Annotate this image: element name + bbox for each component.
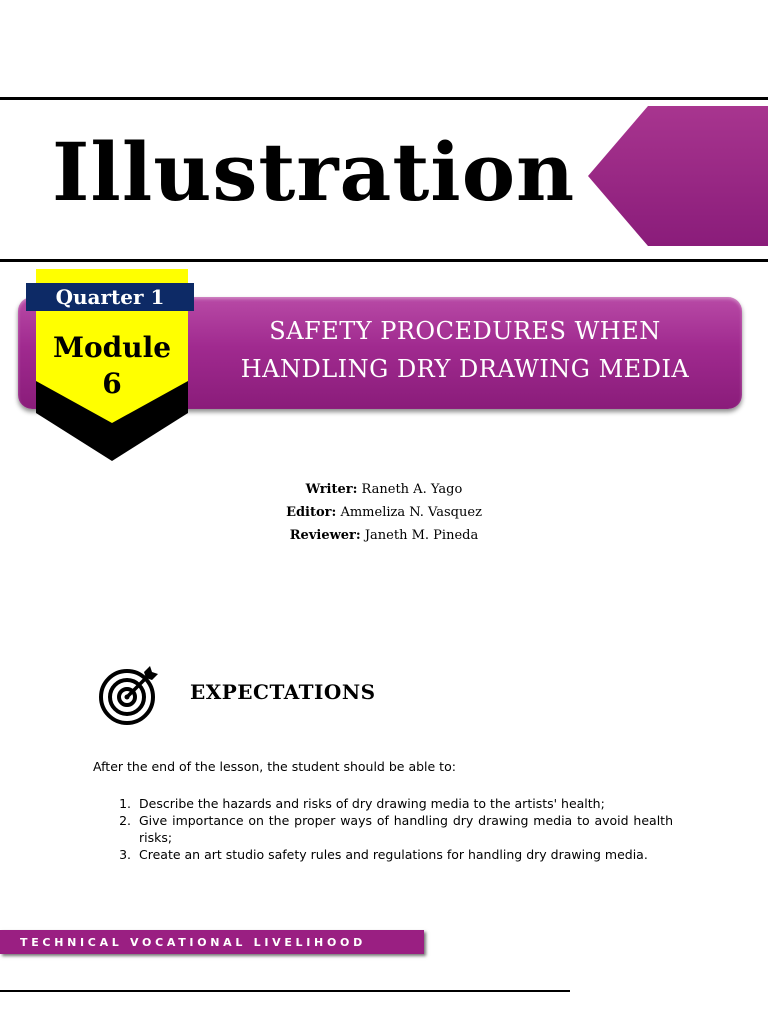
document-title: Illustration (52, 125, 576, 219)
bottom-rule (0, 990, 570, 992)
top-rule (0, 97, 768, 100)
list-item-text: Create an art studio safety rules and regulations for handling dry drawing media. (139, 847, 648, 862)
module-title-line-2: HANDLING DRY DRAWING MEDIA (240, 355, 690, 383)
editor-credit (234, 501, 534, 524)
quarter-label: Quarter 1 (55, 285, 165, 309)
quarter-label-box (26, 283, 194, 311)
expectations-intro: After the end of the lesson, the student should be able to: (93, 759, 456, 774)
list-item-text: Give importance on the proper ways of handling dry drawing media to avoid health risks; (139, 813, 673, 845)
writer-credit (234, 478, 534, 501)
credit-name: Raneth A. Yago (361, 482, 463, 497)
module-label (36, 330, 188, 402)
list-item-text: Describe the hazards and risks of dry drawing media to the artists' health; (139, 796, 605, 811)
module-title (196, 312, 734, 388)
target-icon (98, 664, 160, 726)
reviewer-credit (234, 524, 534, 547)
footer-label: TECHNICAL VOCATIONAL LIVELIHOOD (20, 935, 366, 949)
list-item-number: 3. (119, 847, 131, 862)
credit-role: Editor: (286, 505, 337, 520)
list-item-number: 1. (119, 796, 131, 811)
module-number: 6 (102, 367, 122, 400)
list-item (93, 795, 673, 812)
credit-role: Writer: (305, 482, 358, 497)
list-item (93, 812, 673, 846)
credit-name: Ammeliza N. Vasquez (340, 505, 482, 520)
objectives-list (93, 795, 673, 863)
arrow-tab-decoration (588, 106, 768, 246)
expectations-heading: EXPECTATIONS (190, 680, 376, 704)
module-title-line-1: SAFETY PROCEDURES WHEN (269, 317, 661, 345)
footer-bar (0, 930, 424, 954)
module-word: Module (52, 331, 172, 364)
credit-name: Janeth M. Pineda (364, 528, 479, 543)
credits-block (234, 478, 534, 547)
list-item (93, 846, 673, 863)
list-item-number: 2. (119, 813, 131, 828)
middle-rule (0, 259, 768, 262)
credit-role: Reviewer: (289, 528, 361, 543)
